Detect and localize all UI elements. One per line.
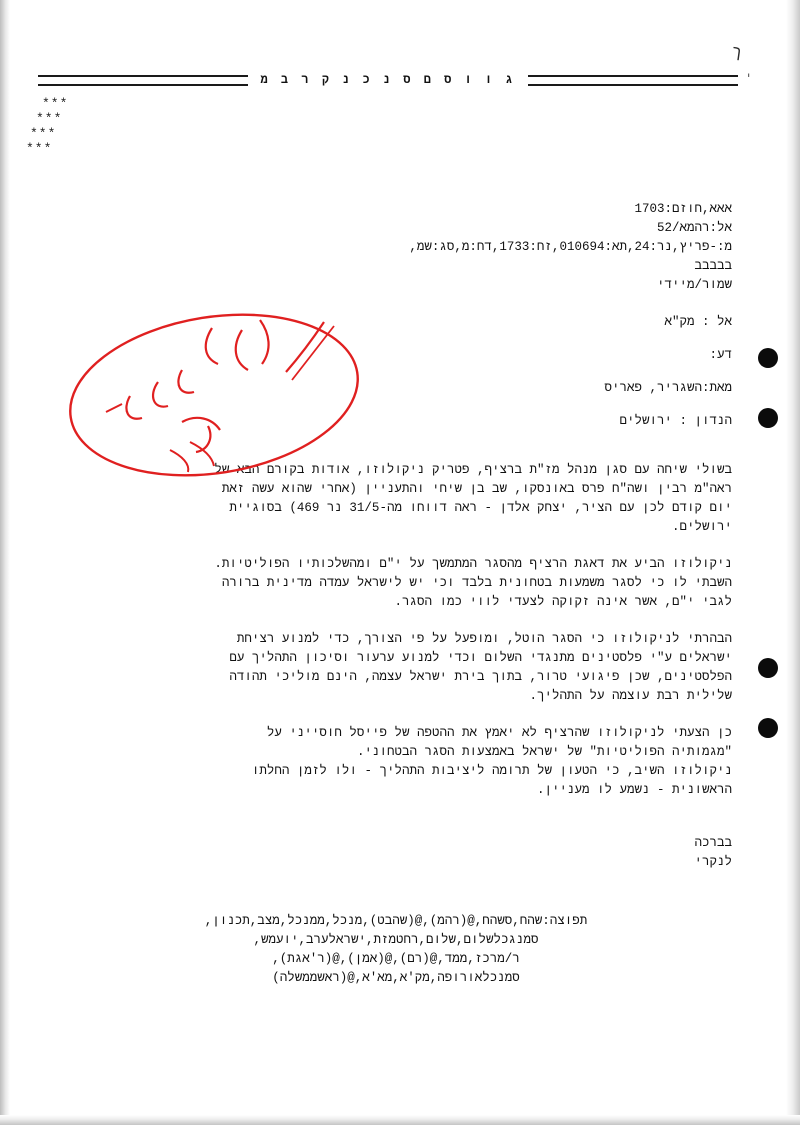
paragraph-line: הפלסטינים, שכן פיגועי טרור, בתוך בירת ישראל עצמה, הינם מוליכי תהודה: [229, 670, 732, 684]
margin-mark-top: ך: [731, 43, 744, 63]
scan-edge-bottom: [0, 1115, 800, 1125]
paragraph-line: שלילית רבת עוצמה על התהליך.: [529, 689, 732, 703]
info-line: דע:: [709, 348, 732, 362]
paragraph-line: השבתי לו כי לסגר משמעות בטחונית בלבד וכי יש לישראל עמדה מדינית ברורה: [221, 576, 732, 590]
scan-edge-right: [786, 0, 800, 1125]
document-body: [60, 200, 732, 988]
paragraph-2: [60, 555, 732, 612]
paragraph-line: יום קודם לכן עם הציר, יצחק אלדן - ראה דווחו מה-31/5 נר 469) בסוגיית: [229, 501, 732, 515]
distribution-line: סמנכלאורופה,מק'א,מא'א,@(ראשממשלה): [272, 971, 520, 985]
paragraph-1: [60, 461, 732, 537]
closing-signature: לנקרי: [694, 855, 732, 869]
meta-line-serial: אאא,חוזם:1703: [634, 202, 732, 216]
paragraph-line: ירושלים.: [671, 520, 732, 534]
classification-star-line: ***: [30, 126, 57, 141]
sender-line: מאת:השגריר, פאריס: [604, 381, 732, 395]
hole-punch-mark: [758, 348, 778, 368]
paragraph-line: לגבי י"ם, אשר אינה זקוקה לצעדי לווי כמו הסגר.: [394, 595, 732, 609]
paragraph-4: [60, 724, 732, 800]
classification-star-line: ***: [26, 141, 53, 156]
paragraph-line: כן הצעתי לניקולוזו שהרציף לא יאמץ את ההטפה של פייסל חוסייני על: [266, 726, 732, 740]
spacer: [60, 445, 732, 461]
paragraph-line: הראשונית - נשמע לו מעניין.: [536, 783, 732, 797]
recipient-line: אל : מק"א: [664, 315, 732, 329]
paragraph-3: [60, 630, 732, 706]
distribution-list: [60, 912, 732, 988]
paragraph-line: ישראלים ע"י פלסטינים מתנגדי השלום וכדי למנוע ערעור וסיכון התהליך עם: [229, 651, 732, 665]
meta-line-code: בבבבב: [694, 259, 732, 273]
distribution-line: ר/מרכז,ממד,@(רם),@(אמן),@(ר'אגת),: [272, 952, 520, 966]
closing-greeting: בברכה: [694, 836, 732, 850]
hole-punch-mark: [758, 718, 778, 738]
paragraph-line: ניקולוזו השיב, כי הטעון של תרומה ליציבות התהליך - ולו לזמן החלתו: [251, 764, 732, 778]
distribution-line: סמנגכלשלום,שלום,רחטמזת,ישראלערב,יועמש,: [253, 933, 539, 947]
classification-star-line: ***: [42, 96, 69, 111]
margin-mark-secondary: י: [745, 72, 752, 84]
telegram-metadata: [60, 200, 732, 295]
subject-line: הנדון : ירושלים: [619, 414, 732, 428]
header-rule-right: [528, 75, 738, 86]
meta-line-handling: שמור/מיידי: [656, 278, 732, 292]
classification-star-line: ***: [36, 111, 63, 126]
header-rule-left: [38, 75, 248, 86]
meta-line-to-code: אל:רהמא/52: [656, 221, 732, 235]
document-header-band: [38, 70, 738, 90]
scan-edge-left: [0, 0, 10, 1125]
classification-stars: [28, 96, 68, 156]
closing-block: [60, 834, 732, 872]
meta-line-origin: מ:-פריץ,נר:24,תא:010694,זח:1733,דח:מ,סג:שמ,: [409, 240, 732, 254]
paragraph-line: בשולי שיחה עם סגן מנהל מז"ת ברציף, פטריק ניקולוזו, אודות בקורם הבא של: [214, 463, 732, 477]
paragraph-line: ראה"מ רבין ושה"ח פרס באונסקו, שב בן שיחי והתעניין (אחרי שהוא עשה זאת: [221, 482, 732, 496]
header-title: ג ו ו ס ם ס נ כ נ ק ר ב מ: [260, 73, 516, 87]
paragraph-line: ניקולוזו הביע את דאגת הרציף מהסגר המתמשך על י"ם ומהשלכותיו הפוליטיות.: [214, 557, 732, 571]
hole-punch-mark: [758, 658, 778, 678]
paragraph-line: "מגמותיה הפוליטיות" של ישראל באמצעות הסגר הבטחוני.: [356, 745, 732, 759]
paragraph-line: הבהרתי לניקולוזו כי הסגר הוטל, ומופעל על פי הצורך, כדי למנוע רציחת: [236, 632, 732, 646]
hole-punch-mark: [758, 408, 778, 428]
distribution-line: תפוצה:שהח,סשהח,@(רהמ),@(שהבט),מנכל,ממנכל,מצב,תכנון,: [204, 914, 588, 928]
